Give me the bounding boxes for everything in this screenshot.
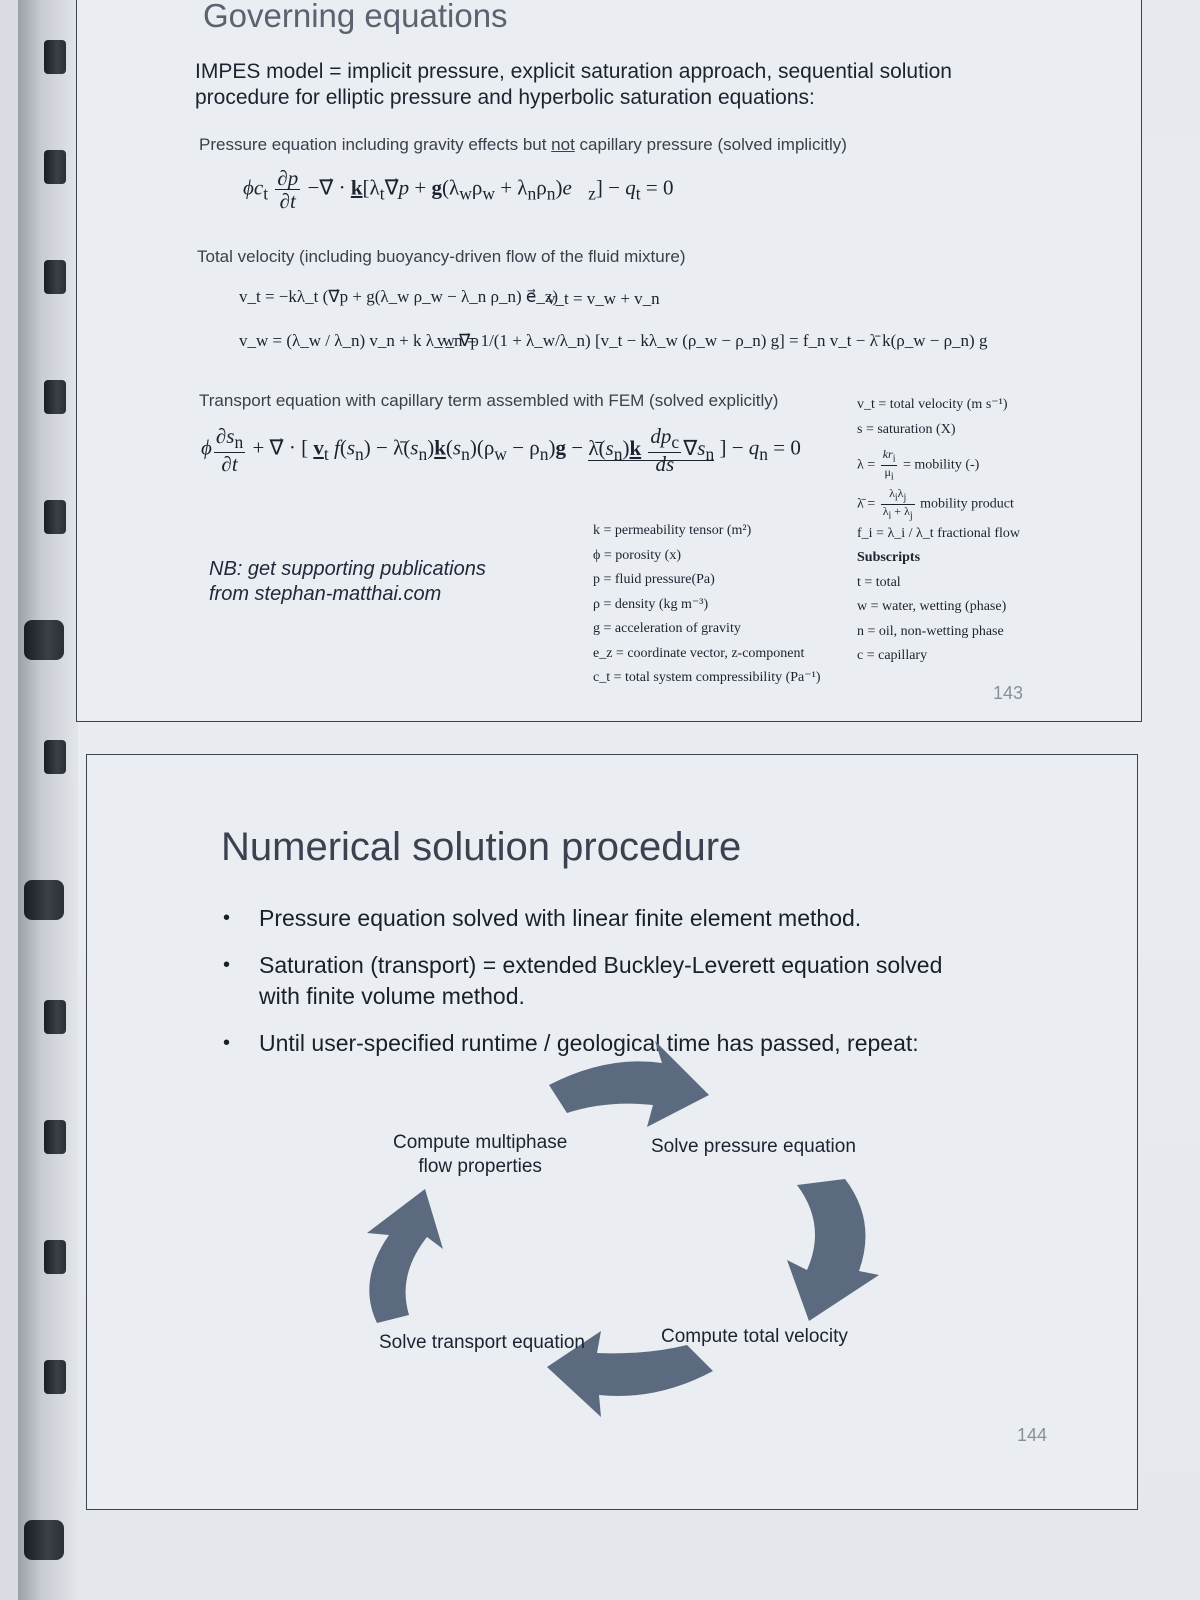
def-item: ρ = density (kg m⁻³) <box>593 596 709 612</box>
cycle-arrow-right <box>787 1179 879 1321</box>
def-item: e_z = coordinate vector, z-component <box>593 645 805 661</box>
document-page <box>18 0 1200 1600</box>
transport-label: Transport equation with capillary term assembled with FEM (solved explicitly) <box>199 391 779 410</box>
slide-title: Governing equations <box>203 0 508 34</box>
binder-ring <box>44 380 66 414</box>
def-mobility-product: λ̄ = $\frac{\lambda_i\lambda_j}{\lambda_i + \lambda_j}$ mobility product <box>857 485 1014 522</box>
binder-ring <box>44 740 66 774</box>
definitions-right <box>857 393 1020 669</box>
def-mobility: λ = $\frac{kr_i}{\mu_i}$ = mobility (-) <box>857 447 980 483</box>
velocity-equation-1: v_t = −kλ_t (∇⃗p + g(λ_w ρ_w − λ_n ρ_n) e⃗_z) <box>239 287 559 306</box>
definitions-left <box>593 519 821 691</box>
subscripts-header: Subscripts <box>857 550 921 566</box>
binder-ring <box>44 150 66 184</box>
slide-numerical-solution <box>86 754 1138 1510</box>
def-item: k = permeability tensor (m²) <box>593 523 752 538</box>
binder-ring <box>44 260 66 294</box>
cycle-arrow-top <box>549 1041 709 1127</box>
def-total-velocity: v_t = total velocity (m s⁻¹) <box>857 397 1008 412</box>
bullet-item: • Saturation (transport) = extended Buckley-Leverett equation solved with finite volume method. <box>223 952 943 1009</box>
binder-ring <box>24 880 64 920</box>
def-item: g = acceleration of gravity <box>593 621 741 636</box>
pressure-equation: $\phi c_t$ $\frac{\partial p}{\partial t}$ −∇⃗ · $k[\lambda_t\nabla⃗p + g(\lambda_w\rho_w$ + $\lambda_n\rho_n)e⃗_z] - q_t = 0$ <box>243 166 674 214</box>
def-item: ϕ = porosity (x) <box>593 547 681 563</box>
cycle-step-compute-properties: Compute multiphase flow properties <box>393 1132 568 1177</box>
def-fractional-flow: f_i = λ_i / λ_t fractional flow <box>857 525 1020 541</box>
subscript-item: w = water, wetting (phase) <box>857 599 1007 615</box>
bullet-item: • Pressure equation solved with linear finite element method. <box>223 905 862 931</box>
binder-ring <box>44 1240 66 1274</box>
slide-governing-equations <box>76 0 1142 722</box>
cycle-step-compute-velocity: Compute total velocity <box>661 1326 848 1347</box>
binder-ring <box>24 1520 64 1560</box>
subscript-item: t = total <box>857 574 901 590</box>
bullet-item: • Until user-specified runtime / geological time has passed, repeat: <box>223 1030 919 1056</box>
slide-title: Numerical solution procedure <box>221 825 742 869</box>
velocity-equation-2: v_t = v_w + v_n <box>547 289 660 308</box>
page-number: 143 <box>993 683 1024 703</box>
transport-equation: ϕ $\frac{\partial s_n}{\partial t}$ + ∇⃗ · [ $v_t$ $f(s_n)$ − $\lambdā(s_n)k(s_n)(\rho_w - \rho_n)g$ − $\lambdā(s_n)k$ $\frac{dp_c}{ds}$ $\nabla s_n$ ] − $q_n = 0$ <box>201 424 801 476</box>
binder-ring <box>44 1360 66 1394</box>
pressure-equation-label: Pressure equation including gravity effects but not capillary pressure (solved implicitly) <box>199 135 847 154</box>
intro-text: IMPES model = implicit pressure, explicit saturation approach, sequential solution procedure for elliptic pressure and hyperbolic saturation equations: <box>195 60 952 109</box>
binder-ring <box>44 1000 66 1034</box>
subscript-item: c = capillary <box>857 648 928 664</box>
velocity-equation-3: v_w = (λ_w / λ_n) v_n + k λ_w ∇⃗p <box>239 331 479 350</box>
cycle-arrow-left <box>367 1189 443 1323</box>
binder-ring <box>44 40 66 74</box>
velocity-equation-4: v_n = 1/(1 + λ_w/λ_n) [v_t − kλ_w (ρ_w − ρ_n) g] = f_n v_t − λ̄ k(ρ_w − ρ_n) g <box>437 331 988 350</box>
cycle-step-solve-transport: Solve transport equation <box>379 1332 585 1353</box>
subscript-item: n = oil, non-wetting phase <box>857 623 1004 639</box>
page-number: 144 <box>1017 1425 1048 1445</box>
binder-ring <box>44 1120 66 1154</box>
cycle-step-solve-pressure: Solve pressure equation <box>651 1136 856 1157</box>
def-item: c_t = total system compressibility (Pa⁻¹) <box>593 670 821 685</box>
def-saturation: s = saturation (X) <box>857 421 956 437</box>
velocity-label: Total velocity (including buoyancy-driven flow of the fluid mixture) <box>197 247 686 266</box>
binder-ring <box>44 500 66 534</box>
def-item: p = fluid pressure(Pa) <box>593 572 715 587</box>
nb-note: NB: get supporting publications from stephan-matthai.com <box>209 558 486 605</box>
cycle-diagram <box>87 755 1137 1509</box>
binder-ring <box>24 620 64 660</box>
